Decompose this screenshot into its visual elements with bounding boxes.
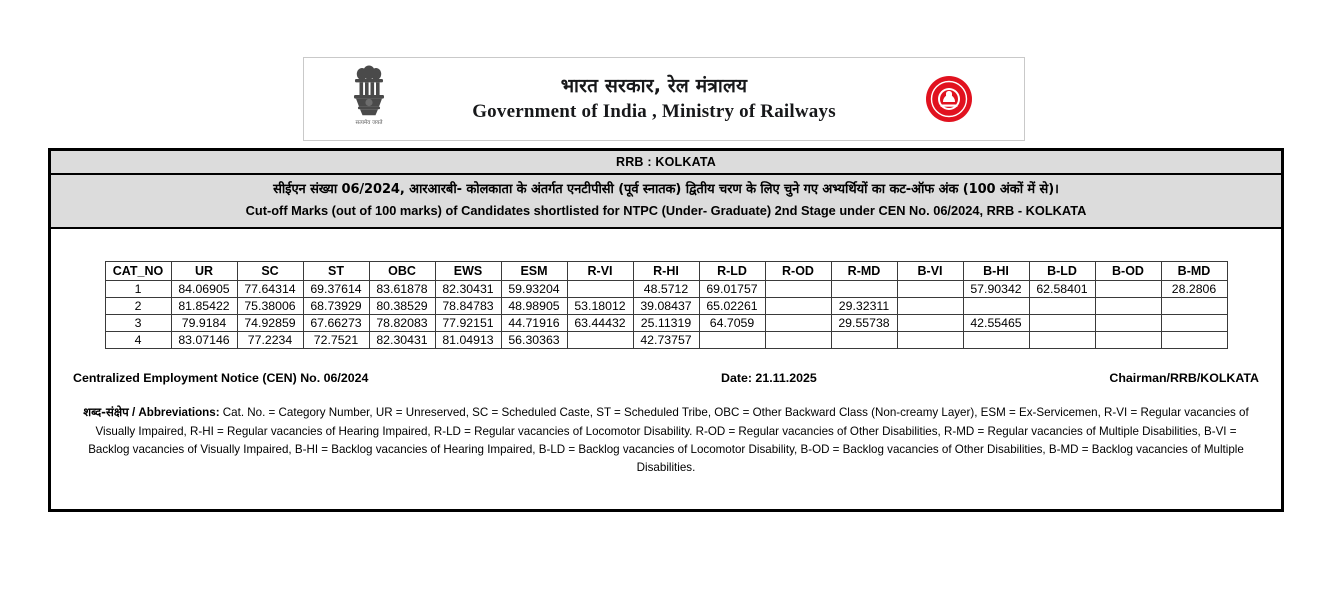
cell-ur: 84.06905 <box>171 281 237 298</box>
cell-r-vi <box>567 281 633 298</box>
footer-row <box>73 371 1259 385</box>
table-row <box>105 332 1227 349</box>
cell-b-hi: 57.90342 <box>963 281 1029 298</box>
column-header-b-od: B-OD <box>1095 262 1161 281</box>
cell-b-md <box>1161 332 1227 349</box>
column-header-b-ld: B-LD <box>1029 262 1095 281</box>
cell-b-ld <box>1029 298 1095 315</box>
cell-obc: 83.61878 <box>369 281 435 298</box>
cell-ews: 82.30431 <box>435 281 501 298</box>
column-header-esm: ESM <box>501 262 567 281</box>
column-header-r-od: R-OD <box>765 262 831 281</box>
cell-b-hi <box>963 332 1029 349</box>
government-title-english: Government of India , Ministry of Railways <box>472 101 836 122</box>
seal-slot <box>874 75 1024 123</box>
document-title-hindi: सीईएन संख्या 06/2024, आरआरबी- कोलकाता के अंतर्गत एनटीपीसी (पूर्व स्नातक) द्वितीय चरण के लिए चुने गए अभ्यर्थियों का कट-ऑफ अंक (100 अंकों में से)। <box>273 182 1059 197</box>
cell-b-md: 28.2806 <box>1161 281 1227 298</box>
document-container <box>48 148 1284 512</box>
cell-ews: 78.84783 <box>435 298 501 315</box>
column-header-sc: SC <box>237 262 303 281</box>
cell-r-od <box>765 332 831 349</box>
document-title-band <box>51 175 1281 229</box>
abbreviations-label-separator: / <box>128 406 139 420</box>
government-title-hindi: भारत सरकार, रेल मंत्रालय <box>560 74 748 97</box>
column-header-b-md: B-MD <box>1161 262 1227 281</box>
cell-r-md <box>831 281 897 298</box>
masthead <box>303 57 1025 141</box>
cell-st: 67.66273 <box>303 315 369 332</box>
cell-ur: 81.85422 <box>171 298 237 315</box>
column-header-r-vi: R-VI <box>567 262 633 281</box>
column-header-ews: EWS <box>435 262 501 281</box>
cell-r-hi: 42.73757 <box>633 332 699 349</box>
cell-r-hi: 25.11319 <box>633 315 699 332</box>
abbreviations-label-english: Abbreviations: <box>138 406 220 420</box>
cell-sc: 75.38006 <box>237 298 303 315</box>
board-name-band: RRB : KOLKATA <box>51 151 1281 175</box>
cell-obc: 82.30431 <box>369 332 435 349</box>
table-header-row <box>105 262 1227 281</box>
column-header-r-ld: R-LD <box>699 262 765 281</box>
cell-esm: 56.30363 <box>501 332 567 349</box>
cell-obc: 78.82083 <box>369 315 435 332</box>
cell-st: 68.73929 <box>303 298 369 315</box>
rrb-railways-seal-icon <box>925 75 973 123</box>
cell-r-vi: 63.44432 <box>567 315 633 332</box>
cell-r-ld <box>699 332 765 349</box>
cell-cat-no: 3 <box>105 315 171 332</box>
column-header-r-md: R-MD <box>831 262 897 281</box>
cell-b-vi <box>897 298 963 315</box>
column-header-obc: OBC <box>369 262 435 281</box>
table-row <box>105 315 1227 332</box>
cell-ews: 81.04913 <box>435 332 501 349</box>
india-state-emblem-icon <box>347 64 391 134</box>
cell-obc: 80.38529 <box>369 298 435 315</box>
emblem-slot <box>304 64 434 134</box>
cell-r-od <box>765 298 831 315</box>
cell-r-md: 29.32311 <box>831 298 897 315</box>
cell-ur: 83.07146 <box>171 332 237 349</box>
cutoff-table-wrapper <box>51 229 1281 349</box>
cell-b-vi <box>897 332 963 349</box>
abbreviations-label-hindi: शब्द-संक्षेप <box>83 405 129 420</box>
cell-r-md <box>831 332 897 349</box>
cell-b-vi <box>897 281 963 298</box>
signatory-text: Chairman/RRB/KOLKATA <box>1109 371 1259 386</box>
cell-b-ld: 62.58401 <box>1029 281 1095 298</box>
cell-b-ld <box>1029 332 1095 349</box>
emblem-motto: सत्यमेव जयते <box>355 120 383 126</box>
cell-esm: 44.71916 <box>501 315 567 332</box>
cell-esm: 48.98905 <box>501 298 567 315</box>
cell-sc: 77.64314 <box>237 281 303 298</box>
cell-b-vi <box>897 315 963 332</box>
table-row <box>105 298 1227 315</box>
cutoff-marks-table <box>105 261 1228 349</box>
cell-b-od <box>1095 315 1161 332</box>
cell-r-ld: 65.02261 <box>699 298 765 315</box>
cell-cat-no: 2 <box>105 298 171 315</box>
column-header-b-hi: B-HI <box>963 262 1029 281</box>
cell-r-od <box>765 315 831 332</box>
column-header-cat-no: CAT_NO <box>105 262 171 281</box>
document-date: Date: 21.11.2025 <box>721 371 817 386</box>
cell-sc: 77.2234 <box>237 332 303 349</box>
cell-r-ld: 69.01757 <box>699 281 765 298</box>
cell-b-md <box>1161 298 1227 315</box>
cell-b-od <box>1095 332 1161 349</box>
cell-r-vi <box>567 332 633 349</box>
government-title-block <box>434 75 874 123</box>
table-row <box>105 281 1227 298</box>
document-title-english: Cut-off Marks (out of 100 marks) of Candidates shortlisted for NTPC (Under- Graduate) 2nd Stage under CEN No. 06/2024, RRB - KOLKATA <box>245 202 1087 218</box>
cell-r-ld: 64.7059 <box>699 315 765 332</box>
cell-st: 69.37614 <box>303 281 369 298</box>
cell-r-hi: 39.08437 <box>633 298 699 315</box>
cell-r-vi: 53.18012 <box>567 298 633 315</box>
cell-sc: 74.92859 <box>237 315 303 332</box>
cell-ews: 77.92151 <box>435 315 501 332</box>
cell-r-od <box>765 281 831 298</box>
cell-b-od <box>1095 298 1161 315</box>
column-header-st: ST <box>303 262 369 281</box>
cell-b-ld <box>1029 315 1095 332</box>
cell-cat-no: 4 <box>105 332 171 349</box>
cell-b-md <box>1161 315 1227 332</box>
cell-st: 72.7521 <box>303 332 369 349</box>
abbreviations-paragraph <box>77 403 1255 477</box>
cell-ur: 79.9184 <box>171 315 237 332</box>
cell-r-md: 29.55738 <box>831 315 897 332</box>
cell-r-hi: 48.5712 <box>633 281 699 298</box>
column-header-ur: UR <box>171 262 237 281</box>
cell-b-hi: 42.55465 <box>963 315 1029 332</box>
cell-b-od <box>1095 281 1161 298</box>
cell-cat-no: 1 <box>105 281 171 298</box>
cen-notice-text: Centralized Employment Notice (CEN) No. 06/2024 <box>73 371 369 386</box>
column-header-r-hi: R-HI <box>633 262 699 281</box>
cell-esm: 59.93204 <box>501 281 567 298</box>
cell-b-hi <box>963 298 1029 315</box>
column-header-b-vi: B-VI <box>897 262 963 281</box>
abbreviations-body: Cat. No. = Category Number, UR = Unreserved, SC = Scheduled Caste, ST = Scheduled Tribe, OBC = Other Backward Class (Non-creamy Layer), ESM = Ex-Servicemen, R-VI = Regular vacancies of Visually Impaired, R-HI = Regular vacancies of Hearing Impaired, R-LD = Regular vacancies of Locomotor Disability. R-OD = Regular vacancies of Other Disabilities, R-MD = Regular vacancies of Multiple Disabilities, B-VI = Backlog vacancies of Visually Impaired, B-HI = Backlog vacancies of Hearing Impaired, B-LD = Backlog vacancies of Locomotor Disability, B-OD = Backlog vacancies of Other Disabilities, B-MD = Backlog vacancies of Multiple Disabilities. <box>88 406 1249 475</box>
